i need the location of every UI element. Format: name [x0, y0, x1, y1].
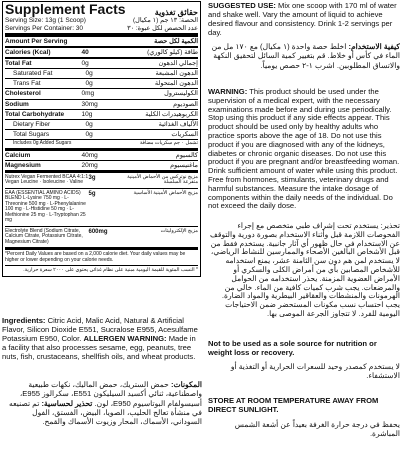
nutrient-row: Includes 0g Added Sugars تشمل ٠ جم سكريات مضافة	[5, 139, 198, 148]
footnote: *Percent Daily Values are based on a 2,000 calorie diet. Your daily values may be higher or lower depending on your calorie needs.	[5, 247, 198, 265]
nutrient-row: Dietary Fiber 0g الألياف الغذائية	[5, 119, 198, 129]
nutrient-row: Trans Fat 0g الدهون المتحولة	[5, 78, 198, 88]
allergen-label: ALLERGEN WARNING:	[83, 333, 167, 343]
facts-title: Supplement Facts	[5, 1, 126, 17]
ingredients-en	[2, 317, 202, 362]
allergen-text-ar: تم تصنيعه في منشأة تعالج الحليب، الصويا، البيض، الفستق، الفول السوداني، الأسماك، المحار وزيوت الأسماك والقمح.	[9, 398, 202, 426]
blend-row: Nutrex Vegan Fermented BCAA 4:1:1 Vegan Leucine · Isoleucine · Valine 3g مزيج نوتركس من الأحماض الأمينية متفرعة السلسلة	[5, 170, 198, 188]
suggested-use-label: SUGGESTED USE:	[208, 1, 276, 10]
nutrient-row: Total Sugars 0g السكريات	[5, 129, 198, 139]
nutrient-row: Calories (Kcal) 40 طاقة (كيلو كالوري)	[5, 46, 198, 57]
facts-header	[5, 2, 198, 34]
ingredients-label: Ingredients:	[2, 316, 46, 325]
warning-ar: تحذير: يستخدم تحت إشراف طبي متخصص مع إجراء الفحوصات اللازمة قبل وأثناء الاستخدام بصورة دورية والتوقف عن الاستخدام في حال ظهور أي آثار جانبية. يستخدم فقط من قبل الأشخاص البالغين الأصحاء والممارسين للنشاط الرياضي، لا يستخدم لمن هم دون سن الثامنة عشر، يمنع استخدامه للأشخاص المصابين بأي من أمراض الكلى والسكري أو الأمراض العضوية المزمنة. يحذر استخدامه من الحوامل والمرضعات. يجب شرب كميات كافية من الماء. خالي من الهرمونات والمنشطات والعقاقير البيطرية والمواد الضارة. يجب احتساب نسب مكونات المستحضر ضمن الاحتياجات اليومية للفرد. لا تتجاوز الجرعة الموصى بها.	[209, 221, 400, 318]
nutrient-row: Saturated Fat 0g الدهون المشبعة	[5, 68, 198, 78]
suggested-use-label-ar: كيفية الاستخدام:	[348, 42, 400, 51]
not-sole-source: Not to be used as a sole source for nutrition or weight loss or recovery.	[208, 339, 377, 357]
ingredients-text-ar: حمض الستريك، حمض الماليك، نكهات طبيعية واصطناعية، ثنائي أكسيد السيليكون E551، سكرالوز E955، أسيسولفام البوتاسيوم E950، لون.	[19, 380, 202, 408]
serving-size-ar: الحصة: ١٣ جم (١ مكيال)	[132, 17, 198, 25]
allergen-label-ar: تحذير لحساسية:	[41, 398, 93, 408]
facts-title-ar: حقائق تغذوية	[154, 7, 198, 17]
allergen-text: Made in a facility that also processes sesame, egg, peanuts, tree nuts, fish, crustaceans, shellfish oils, and wheat products.	[2, 333, 196, 361]
servings-ar: عدد الحصص لكل عبوة: ٣٠	[127, 24, 198, 32]
ingredients-ar	[2, 380, 202, 426]
serving-size: Serving Size: 13g (1 Scoop)	[5, 17, 86, 25]
footnote-ar: * النسب المئوية للقيمة اليومية مبنية على نظام غذائي يحتوي على ٢٠٠٠ سعرة حرارية.	[5, 265, 198, 276]
suggested-use-text: Mix one scoop with 170 ml of water and shake well. Vary the amount of liquid to achieve desired flavour and consistency. Drink 1-2 servings per day.	[208, 1, 397, 37]
suggested-use-ar	[208, 42, 400, 70]
nutrient-row: Sodium 30mg الصوديوم	[5, 100, 198, 108]
storage-en: STORE AT ROOM TEMPERATURE AWAY FROM DIRECT SUNLIGHT.	[208, 396, 379, 414]
ingredients-text: Citric Acid, Malic Acid, Natural & Artificial Flavor, Silicon Dioxide E551, Sucralose E955, Acesulfame Potassium E950, Color.	[2, 316, 198, 343]
supplement-facts-panel	[2, 1, 201, 277]
nutrient-row: Total Carbohydrate 10g الكربوهيدرات الكلية	[5, 110, 198, 118]
right-column	[208, 0, 400, 457]
amount-label: Amount Per Serving	[5, 37, 68, 45]
warning-text: This product should be used under the supervision of a medical expert, with the necessary examinations made before and during use periodically. Stop using this product if any side effects appear. This product should be used only by healthy adults who practice sports above the age of 18. Do not use this product if you are diagnosed with any of the kidneys, diabetes or chronic organic diseases. Do not use this product if you are pregnant and/or breastfeeding woman. Drink sufficient amount of water while using this product. Free from hormones, stimulants, veterinary drugs and harmful substances. Measure the intake dosage of components within the daily needs of the individual. Do not exceed the daily dose.	[208, 87, 400, 211]
servings-per-container: Servings Per Container: 30	[5, 24, 84, 32]
warning-en	[208, 88, 400, 211]
ingredients-label-ar: المكونات:	[170, 380, 202, 389]
nutrient-row: Magnesium 20mg ماغنيسيوم	[5, 161, 198, 169]
not-sole-source-ar: لا يستخدم كمصدر وحيد للسعرات الحرارية أو التغذية أو الاستشفاء.	[230, 362, 400, 381]
nutrient-row: Total Fat 0g إجمالي الدهون	[5, 57, 198, 68]
nutrient-row: Cholesterol 0mg الكوليسترول	[5, 90, 198, 98]
nutrient-row: Calcium 40mg كالسيوم	[5, 148, 198, 160]
storage-ar: يحفظ في درجة حرارة الغرفة بعيداً عن أشعة الشمس المباشرة.	[234, 420, 400, 439]
blend-row: Electrolyte Blend (Sodium Citrate, Calcium Citrate, Potassium Citrate, Magnesium Citrate) 600mg مزيج الإلكتروليتات	[5, 226, 198, 248]
warning-label: WARNING:	[208, 87, 248, 96]
amount-label-ar: الكمية لكل حصة	[154, 37, 198, 45]
amount-header	[5, 34, 198, 46]
suggested-use-en	[208, 2, 400, 38]
blend-row: EAA (ESSENTIAL AMINO ACIDS) BLEND L-Lysine 750 mg · L-Threonine 500 mg · L-Phenylalanine 100 mg · L-Histidine 50 mg · L-Methionine 25 mg · L-Tryptophan 25 mg 5g مزيج الأحماض الأمينية الأساسية	[5, 188, 198, 226]
suggested-use-text-ar: اخلط حصة واحدة (١ مكيال) مع ١٧٠ مل من الماء في كأس أو خلاط. قم بتغيير كمية السائل لتحقيق النكهة والاتساق المطلوبين. اشرب ١-٢ حصص يومياً.	[211, 42, 400, 70]
